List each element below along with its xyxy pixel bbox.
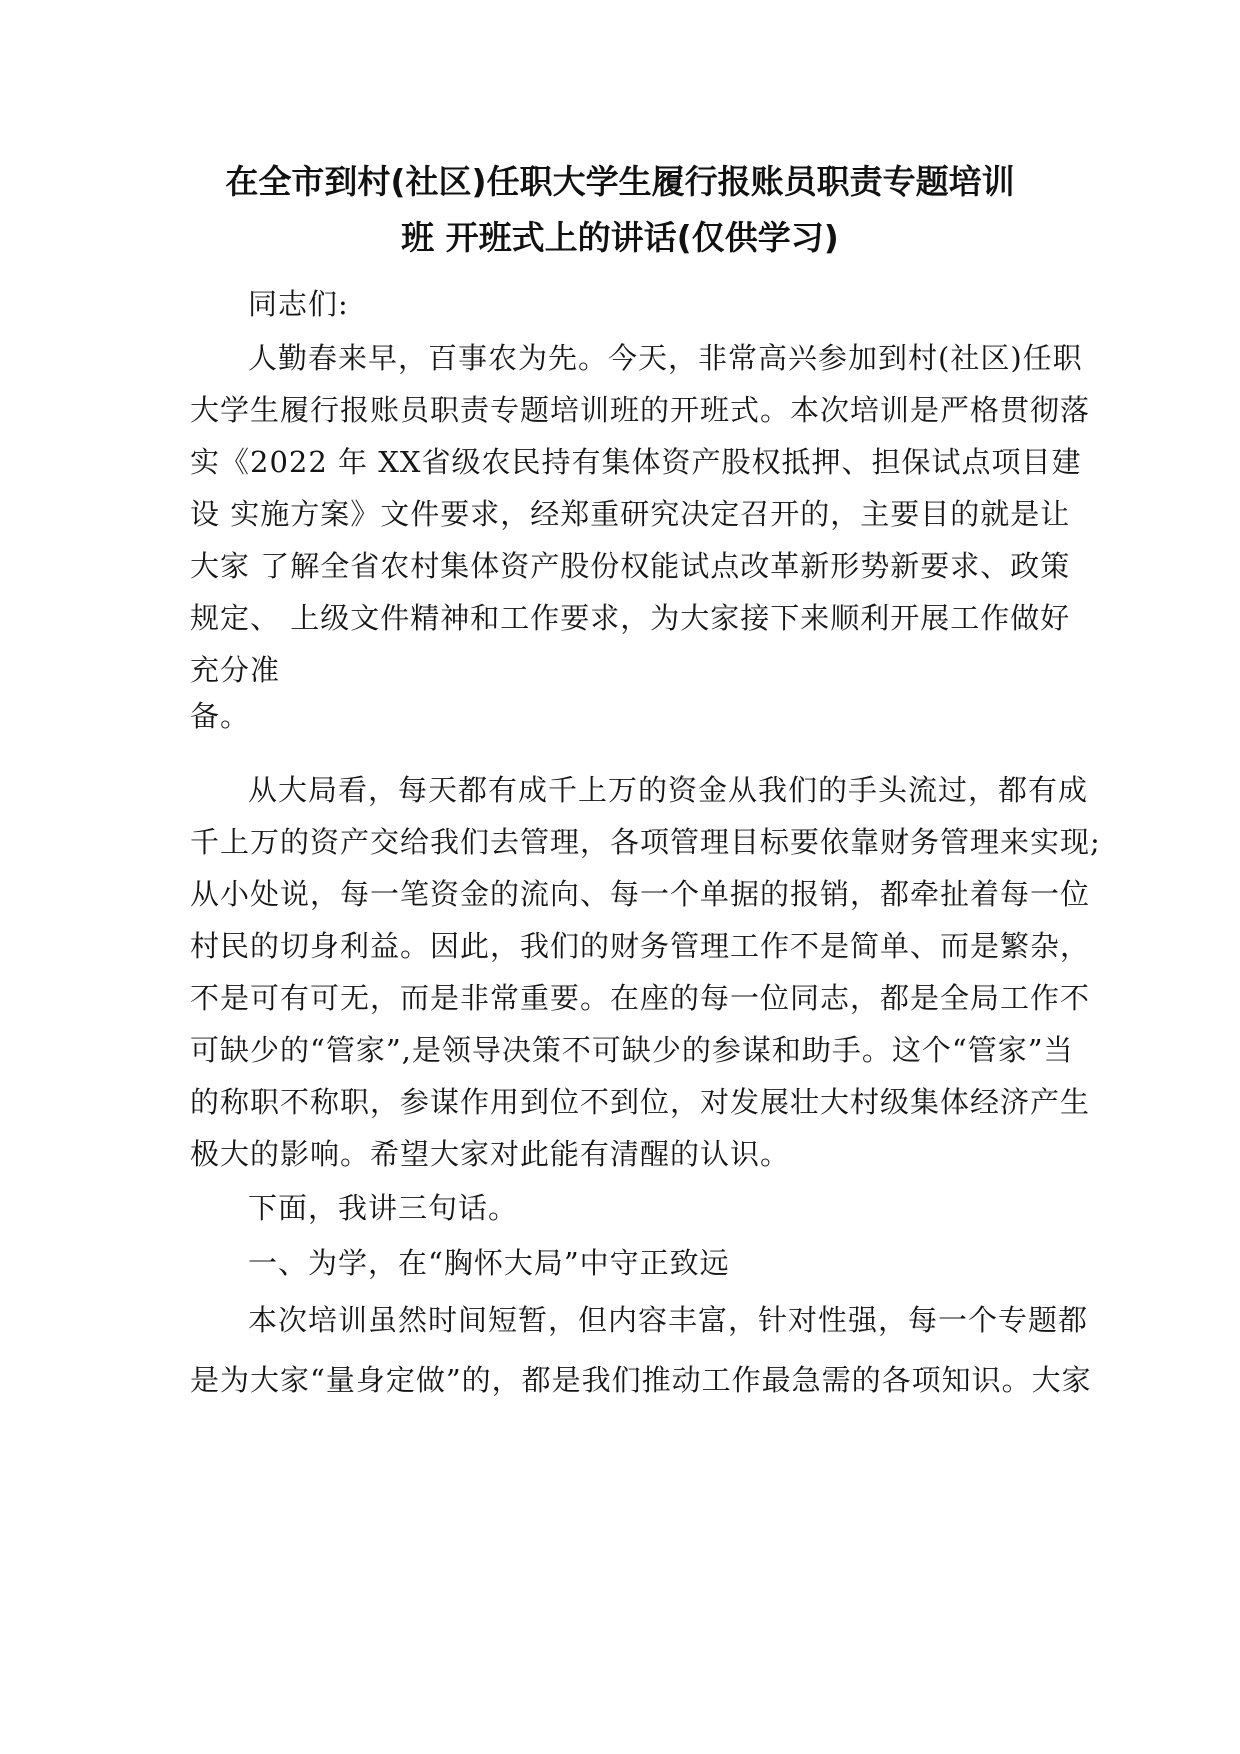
paragraph-line: 大家 了解全省农村集体资产股份权能试点改革新形势新要求、政策: [190, 549, 1071, 583]
paragraph-line: 不是可有可无，而是非常重要。在座的每一位同志，都是全局工作不: [190, 981, 1091, 1015]
paragraph-line: 从小处说，每一笔资金的流向、每一个单据的报销，都牵扯着每一位: [190, 877, 1091, 911]
paragraph-line: 从大局看，每天都有成千上万的资金从我们的手头流过，都有成: [248, 773, 1089, 807]
document-title-line-1: 在全市到村(社区)任职大学生履行报账员职责专题培训: [225, 162, 1015, 201]
paragraph-line: 设 实施方案》文件要求，经郑重研究决定召开的，主要目的就是让: [190, 497, 1071, 531]
paragraph-line: 备。: [190, 699, 251, 733]
paragraph-line: 实《2022 年 XX省级农民持有集体资产股权抵押、担保试点项目建: [190, 445, 1082, 479]
document-title-line-2: 班 开班式上的讲话(仅供学习): [401, 218, 839, 257]
paragraph-line: 规定、 上级文件精神和工作要求，为大家接下来顺利开展工作做好: [190, 601, 1071, 635]
paragraph-line: 可缺少的“管家”,是领导决策不可缺少的参谋和助手。这个“管家”当: [190, 1033, 1074, 1067]
greeting-line: 同志们:: [248, 287, 349, 321]
paragraph-line: 本次培训虽然时间短暂，但内容丰富，针对性强，每一个专题都: [248, 1303, 1089, 1337]
paragraph-line: 村民的切身利益。因此，我们的财务管理工作不是简单、而是繁杂，: [190, 929, 1091, 963]
paragraph-line: 的称职不称职，参谋作用到位不到位，对发展壮大村级集体经济产生: [190, 1085, 1091, 1119]
paragraph-line: 大学生履行报账员职责专题培训班的开班式。本次培训是严格贯彻落: [190, 393, 1091, 427]
section-heading: 一、为学，在“胸怀大局”中守正致远: [248, 1246, 730, 1280]
paragraph-line: 下面，我讲三句话。: [248, 1191, 519, 1225]
paragraph-line: 是为大家“量身定做”的，都是我们推动工作最急需的各项知识。大家: [190, 1363, 1092, 1397]
paragraph-line: 极大的影响。希望大家对此能有清醒的认识。: [190, 1137, 791, 1171]
paragraph-line: 充分准: [190, 653, 281, 687]
paragraph-line: 人勤春来早，百事农为先。今天，非常高兴参加到村(社区)任职: [248, 341, 1083, 375]
paragraph-line: 千上万的资产交给我们去管理，各项管理目标要依靠财务管理来实现;: [190, 825, 1101, 859]
